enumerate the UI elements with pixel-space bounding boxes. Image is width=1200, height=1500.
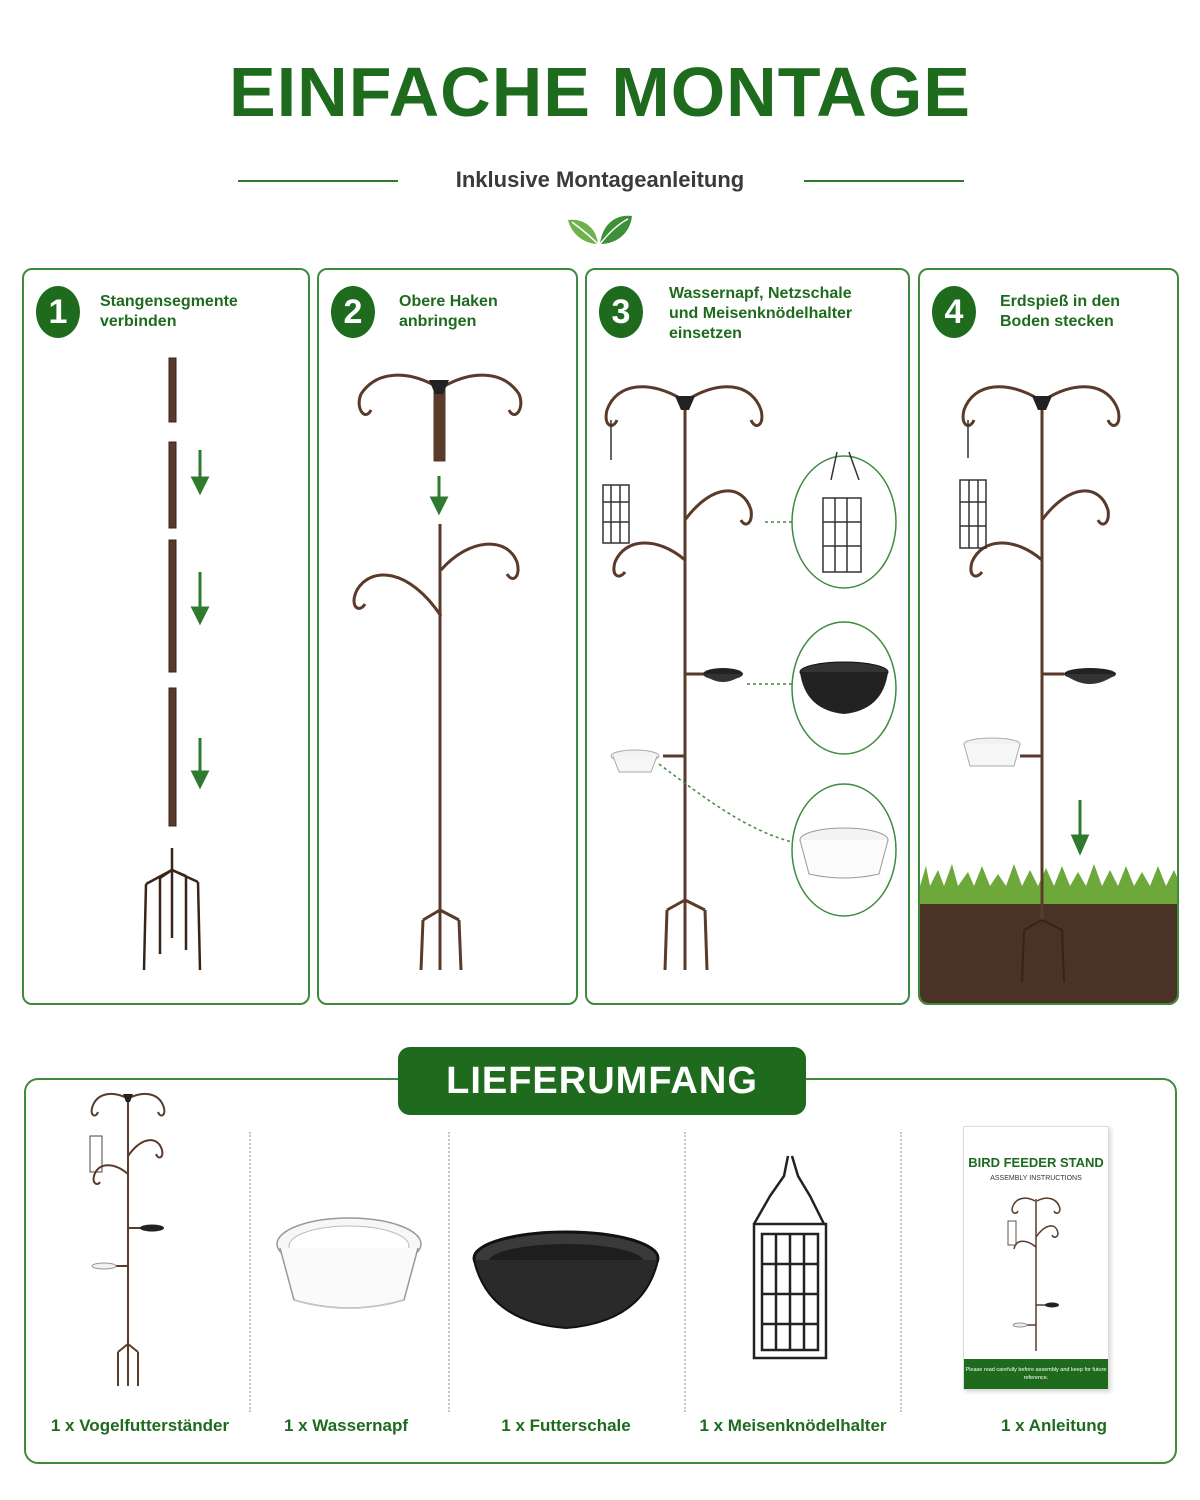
subtitle-row	[0, 165, 1200, 195]
page-subtitle: Inklusive Montageanleitung	[455, 167, 745, 192]
item-label-stand: 1 x Vogelfutterständer	[50, 1416, 230, 1435]
ground-spike-illustration	[920, 270, 1179, 1005]
instruction-manual-image	[963, 1126, 1109, 1390]
supply-badge: LIEFERUMFANG	[398, 1047, 806, 1115]
step-number-badge: 2	[331, 286, 375, 338]
item-divider	[900, 1132, 902, 1412]
step-number-badge: 3	[599, 286, 643, 338]
item-divider	[684, 1132, 686, 1412]
step-label: Stangensegmente verbinden	[100, 293, 238, 330]
manual-stand-illustration	[1004, 1193, 1070, 1355]
pole-segments-illustration	[24, 270, 310, 1005]
water-bowl-image	[272, 1212, 426, 1316]
step-label: Wassernapf, Netzschale und Meisenknödelhalter einsetzen	[669, 285, 853, 342]
page-title: EINFACHE MONTAGE	[229, 53, 971, 131]
feeding-tray-image	[468, 1226, 664, 1336]
step-number-badge: 1	[36, 286, 80, 338]
manual-subtitle: ASSEMBLY INSTRUCTIONS	[990, 1175, 1082, 1182]
item-divider	[448, 1132, 450, 1412]
item-label-manual: 1 x Anleitung	[1000, 1416, 1108, 1435]
suet-holder-image	[748, 1152, 832, 1362]
step-card-1	[22, 268, 310, 1005]
step-label: Erdspieß in den Boden stecken	[1000, 293, 1121, 330]
manual-footer: Please read carefully before assembly and keep for future reference.	[964, 1359, 1108, 1389]
step-card-3	[585, 268, 910, 1005]
step-card-4	[918, 268, 1179, 1005]
bird-feeder-stand-image	[80, 1086, 180, 1396]
manual-title: BIRD FEEDER STAND	[968, 1155, 1104, 1170]
accessories-illustration	[587, 270, 910, 1005]
top-hooks-illustration	[319, 270, 578, 1005]
subtitle-divider-right	[804, 180, 964, 182]
step-number-badge: 4	[932, 286, 976, 338]
leaf-icon	[566, 210, 634, 248]
item-label-feeding-tray: 1 x Futterschale	[501, 1416, 631, 1435]
item-divider	[249, 1132, 251, 1412]
step-label: Obere Haken anbringen	[399, 293, 498, 330]
step-card-2	[317, 268, 578, 1005]
item-label-suet-holder: 1 x Meisenknödelhalter	[699, 1416, 887, 1435]
item-label-water-bowl: 1 x Wassernapf	[283, 1416, 409, 1435]
